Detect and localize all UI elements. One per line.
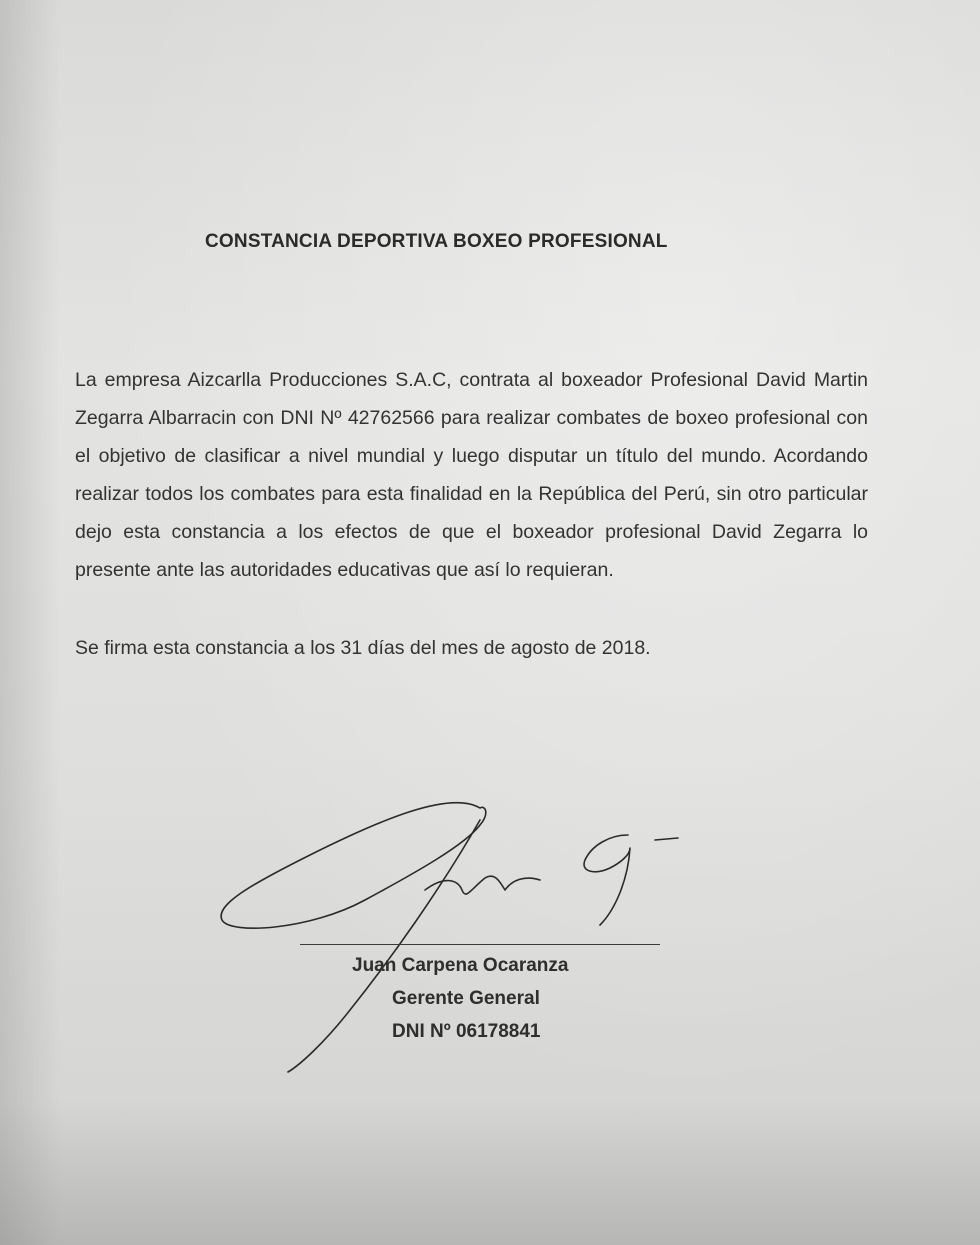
document-closing: Se firma esta constancia a los 31 días del mes de agosto de 2018.	[75, 637, 651, 659]
page-shadow-left	[0, 0, 60, 1245]
page-shadow-bottom	[0, 1100, 980, 1245]
document-title: CONSTANCIA DEPORTIVA BOXEO PROFESIONAL	[205, 231, 668, 252]
signature-line	[300, 944, 660, 945]
document-body: La empresa Aizcarlla Producciones S.A.C, contrata al boxeador Profesional David Martin Zegarra Albarracin con DNI Nº 42762566 para realizar combates de boxeo profesional con el objetivo de clasificar a nivel mundial y luego disputar un título del mundo. Acordando realizar todos los combates para esta finalidad en la República del Perú, sin otro particular dejo esta constancia a los efectos de que el boxeador profesional David Zegarra lo presente ante las autoridades educativas que así lo requieran.	[75, 369, 868, 581]
signer-dni: DNI Nº 06178841	[392, 1021, 541, 1042]
signer-role: Gerente General	[392, 988, 540, 1009]
signer-name: Juan Carpena Ocaranza	[352, 955, 569, 976]
